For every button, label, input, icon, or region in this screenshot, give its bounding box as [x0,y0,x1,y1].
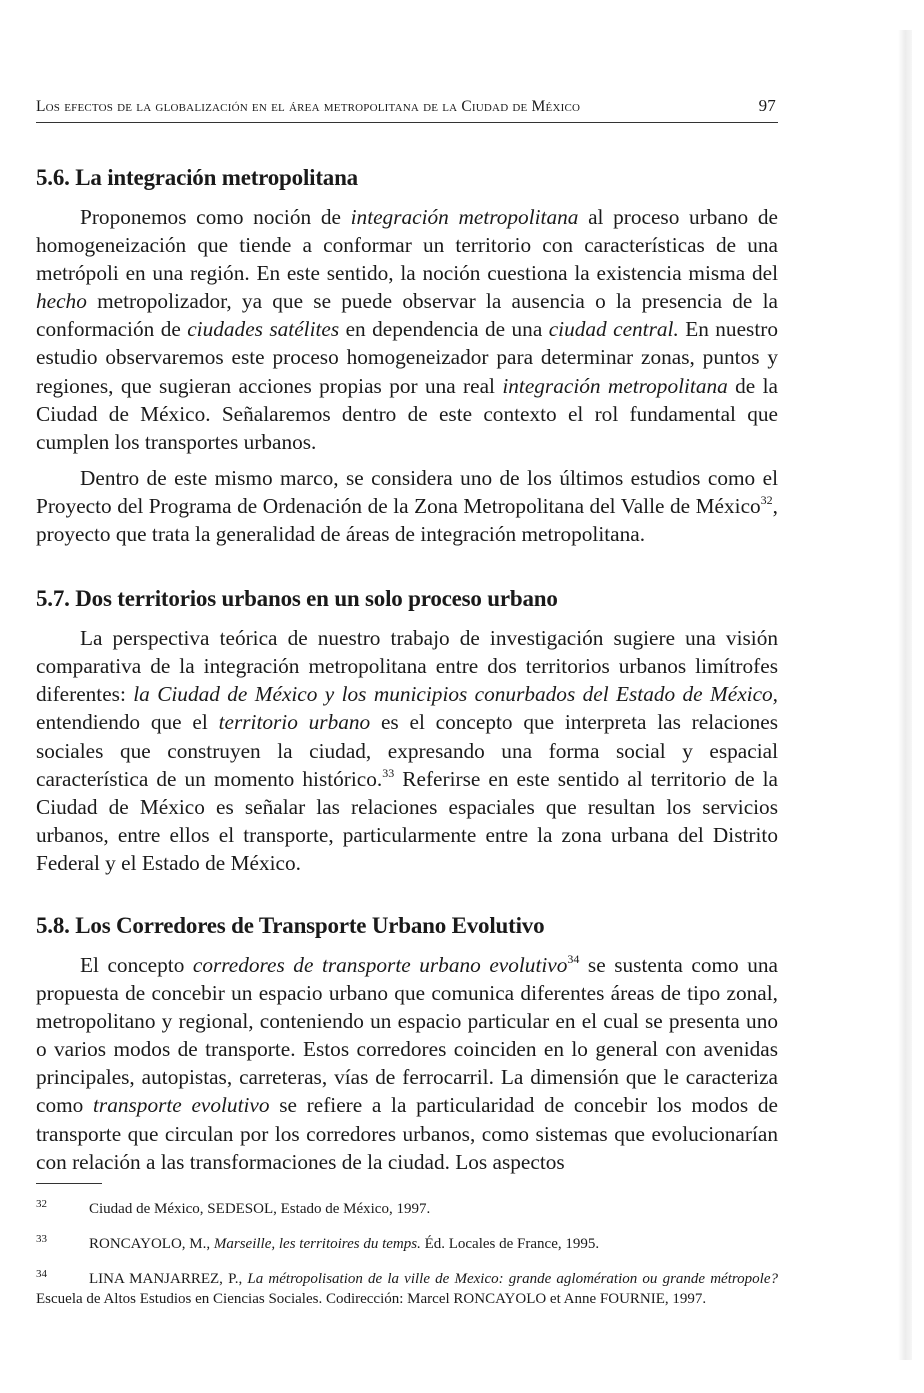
paragraph-5-8-1 [36,951,778,1176]
italic-run: integración metropolitana [350,205,579,229]
text-run: es el concepto que interpreta las relaciones sociales que construyen la ciudad, expresando una forma social y espacial característica de un momento histórico. [36,710,778,791]
footnote-ref-33[interactable]: 33 [382,765,395,780]
italic-run: integración metropolitana [502,373,728,398]
text-run: en dependencia de una [339,317,549,342]
footnote-number: 32 [36,1197,47,1210]
text-run: Dentro de este mismo marco, se considera uno de los últimos estudios como el Proyecto del Programa de Ordenación de la Zona Metropolitana del Valle de México [36,465,778,518]
footnote-ref-32[interactable]: 32 [760,492,773,507]
italic-run: transporte evolutivo [93,1093,270,1118]
paragraph-5-7-1 [36,624,778,877]
footnote-italic-title: Marseille, les territoires du temps. [213,1235,421,1252]
section-heading-5-6: 5.6. La integración metropolitana [36,165,358,190]
section-heading-5-7: 5.7. Dos territorios urbanos en un solo proceso urbano [36,586,558,612]
text-run: entendiendo que el [36,710,219,735]
italic-run: la Ciudad de México y los municipios conurbados del Estado de México, [133,682,778,707]
text-run: metropolizador, ya que se puede observar la ausencia o la presencia de la conformación de [36,289,778,342]
text-run: al proceso urbano de homogeneización que tiende a conformar un territorio con características de una metrópoli en una región. En este sentido, la noción cuestiona la existencia misma del [36,205,778,286]
text-run: Referirse en este sentido al territorio de la Ciudad de México es señalar las relaciones espaciales que resultan los servicios urbanos, entre ellos el transporte, particularmente entre la zona urbana del Distrito Federal y el Estado de México. [36,766,778,875]
text-run: se refiere a la particularidad de concebir los modos de transporte que circulan por los corredores urbanos, como sistemas que evolucionarían con relación a las transformaciones de la ciudad. Los aspectos [36,1093,779,1174]
footnote-text: Éd. Locales de France, 1995. [420,1235,600,1252]
text-run: El concepto [80,952,193,977]
footnote-text: Escuela de Altos Estudios en Ciencias Sociales. Codirección: Marcel RONCAYOLO et Anne FOURNIE, 1997. [36,1290,707,1307]
text-run: Proponemos como noción de [80,205,351,229]
footnote-33 [36,1229,778,1254]
text-run: se sustenta como una propuesta de concebir un espacio urbano que comunica diferentes áreas de tipo zonal, metropolitano y regional, conteniendo un espacio particular en el cual se presenta uno o varios modos de transporte. Estos corredores coinciden en lo general con avenidas principales, autopistas, carreteras, vías de ferrocarril. La dimensión que le caracteriza como [36,952,778,1118]
text-run: , proyecto que trata la generalidad de áreas de integración metropolitana. [36,493,778,547]
italic-run: ciudad central. [548,317,679,342]
text-run: de la Ciudad de México. Señalaremos dentro de este contexto el rol fundamental que cumplen los transportes urbanos. [36,373,778,454]
footnote-italic-title: La métropolisation de la ville de Mexico: grande aglomération ou grande métropole? [247,1270,778,1287]
section-heading-5-8: 5.8. Los Corredores de Transporte Urbano Evolutivo [36,912,545,938]
running-header-title: Los efectos de la globalización en el área metropolitana de la Ciudad de México [36,98,581,115]
footnote-text: Ciudad de México, SEDESOL, Estado de México, 1997. [89,1200,431,1217]
footnote-number: 33 [36,1232,47,1245]
italic-run: territorio urbano [218,710,371,735]
italic-run: hecho [36,289,87,314]
footnote-text: RONCAYOLO, M., [89,1235,214,1252]
italic-run: ciudades satélites [187,317,340,342]
footnote-ref-34[interactable]: 34 [567,951,580,966]
paragraph-5-6-1 [36,203,778,456]
page-body [36,96,778,1309]
footnote-number: 34 [36,1267,47,1280]
scan-edge-shadow [898,30,912,1360]
page-number: 97 [758,96,776,115]
footnote-34 [36,1264,778,1309]
text-run: La perspectiva teórica de nuestro trabajo de investigación sugiere una visión comparativa de la integración metropolitana entre dos territorios urbanos limítrofes diferentes: [36,626,778,707]
running-header [36,96,778,123]
footnote-divider [36,1183,102,1184]
paragraph-5-6-2 [36,464,778,548]
footnote-text: LINA MANJARREZ, P., [89,1270,248,1287]
footnote-32 [36,1194,778,1219]
footnotes [36,1194,778,1309]
text-run: En nuestro estudio observaremos este proceso homogeneizador para determinar zonas, puntos y regiones, que sugieran acciones propias por una real [36,317,778,398]
italic-run: corredores de transporte urbano evolutivo [192,952,568,977]
